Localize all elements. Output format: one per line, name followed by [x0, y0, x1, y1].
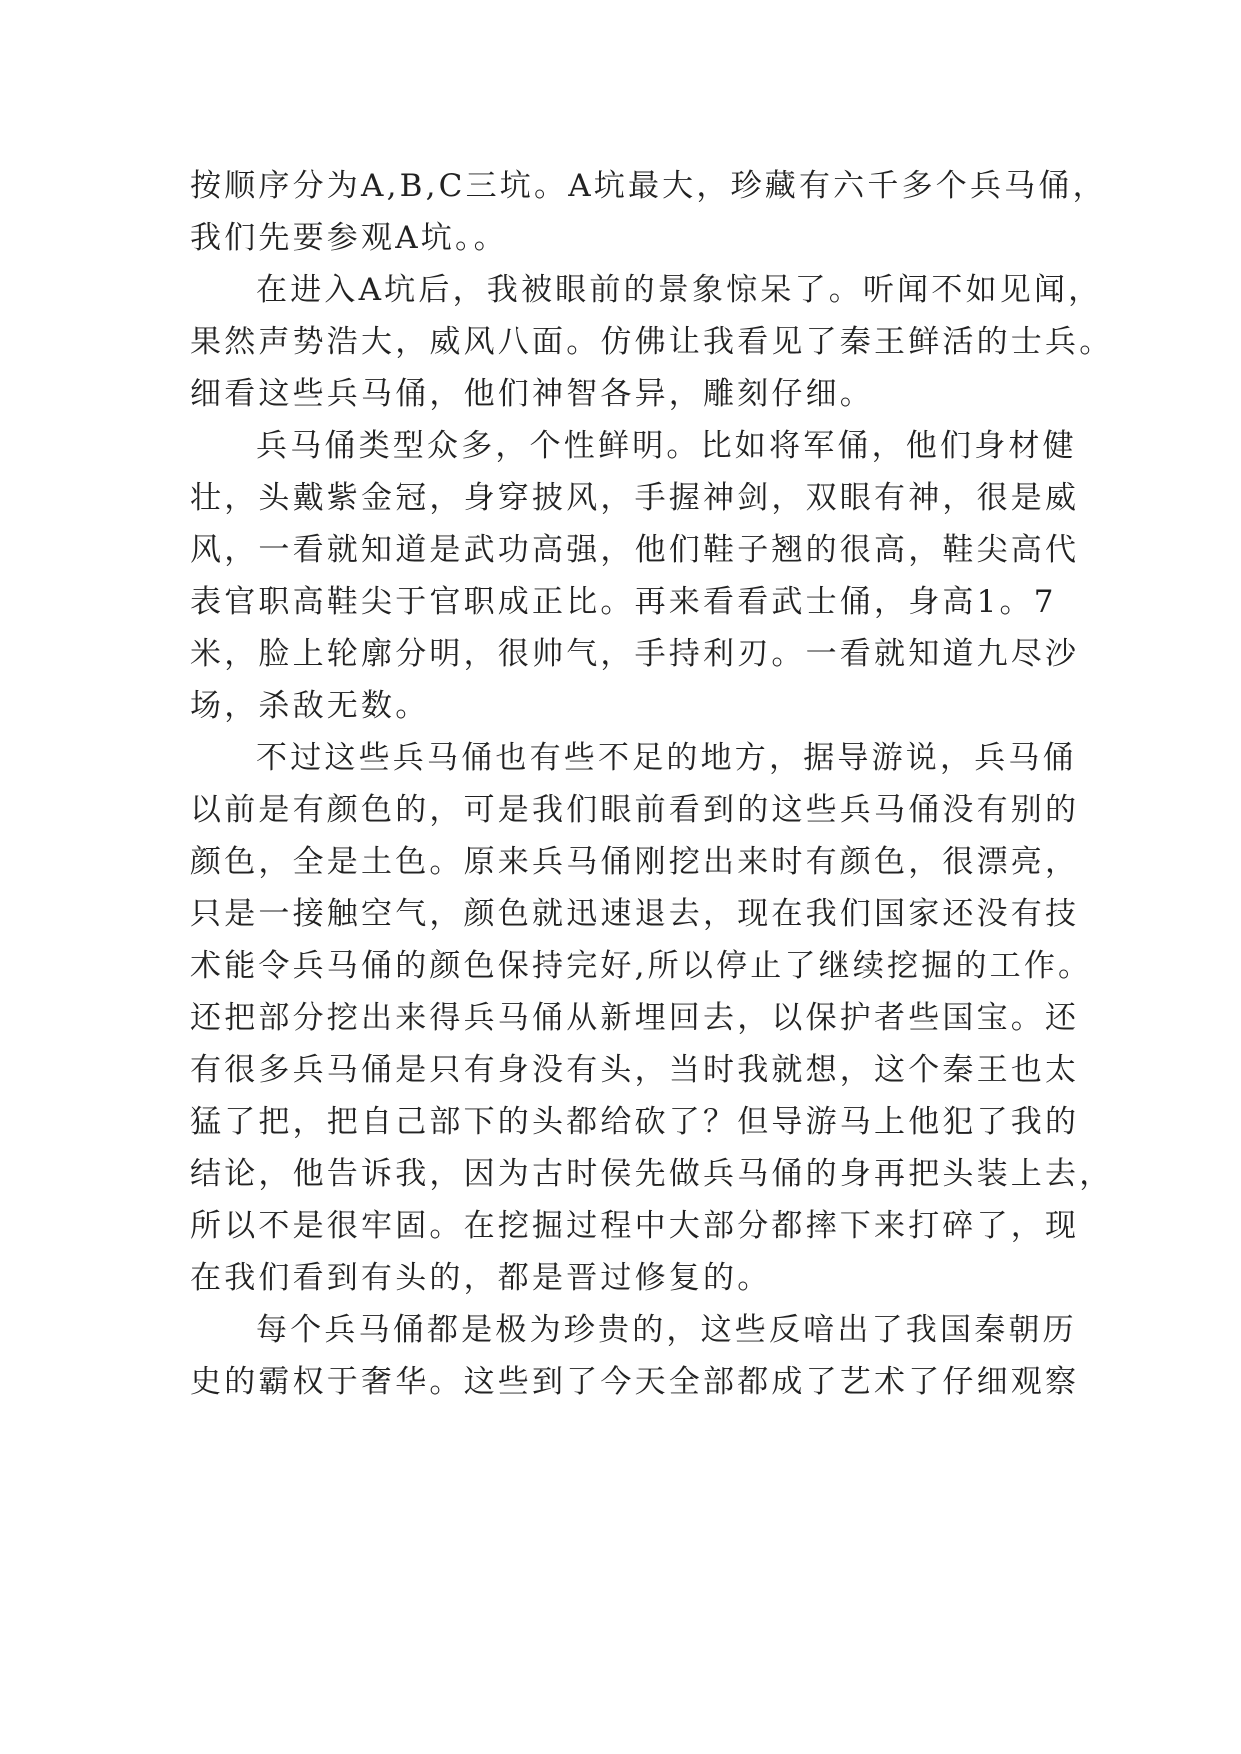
text-line: 果然声势浩大，威风八面。仿佛让我看见了秦王鲜活的士兵。	[190, 324, 1114, 360]
text-line: 兵马俑类型众多，个性鲜明。比如将军俑，他们身材健	[256, 428, 1077, 464]
text-line: 在我们看到有头的，都是晋过修复的。	[190, 1260, 772, 1296]
text-line: 所以不是很牢固。在挖掘过程中大部分都摔下来打碎了，现	[190, 1208, 1080, 1244]
text-line: 以前是有颜色的，可是我们眼前看到的这些兵马俑没有别的	[190, 792, 1080, 828]
text-line: 风，一看就知道是武功高强，他们鞋子翘的很高，鞋尖高代	[190, 532, 1080, 568]
text-line: 只是一接触空气，颜色就迅速退去，现在我们国家还没有技	[190, 896, 1080, 932]
text-line: 壮，头戴紫金冠，身穿披风，手握神剑，双眼有神，很是威	[190, 480, 1080, 516]
text-line: 细看这些兵马俑，他们神智各异，雕刻仔细。	[190, 376, 874, 412]
text-line: 结论，他告诉我，因为古时侯先做兵马俑的身再把头装上去，	[190, 1156, 1114, 1192]
text-line: 颜色，全是土色。原来兵马俑刚挖出来时有颜色，很漂亮，	[190, 844, 1080, 880]
text-line: 按顺序分为A,B,C三坑。A坑最大，珍藏有六千多个兵马俑，	[190, 168, 1107, 204]
text-line: 还把部分挖出来得兵马俑从新埋回去，以保护者些国宝。还	[190, 1000, 1080, 1036]
text-line: 场，杀敌无数。	[190, 688, 430, 724]
text-line: 有很多兵马俑是只有身没有头，当时我就想，这个秦王也太	[190, 1052, 1080, 1088]
text-line: 猛了把，把自己部下的头都给砍了？但导游马上他犯了我的	[190, 1104, 1080, 1140]
text-line: 米，脸上轮廓分明，很帅气，手持利刃。一看就知道九尽沙	[190, 636, 1080, 672]
text-line: 术能令兵马俑的颜色保持完好,所以停止了继续挖掘的工作。	[190, 948, 1093, 984]
text-line: 每个兵马俑都是极为珍贵的，这些反喑出了我国秦朝历	[256, 1312, 1077, 1348]
text-line: 史的霸权于奢华。这些到了今天全部都成了艺术了仔细观察	[190, 1364, 1080, 1400]
text-line: 不过这些兵马俑也有些不足的地方，据导游说，兵马俑	[256, 740, 1077, 776]
text-line: 在进入A坑后，我被眼前的景象惊呆了。听闻不如见闻，	[256, 272, 1103, 308]
text-line: 我们先要参观A坑。。	[190, 220, 508, 256]
body-text	[190, 160, 1114, 1408]
text-line: 表官职高鞋尖于官职成正比。再来看看武士俑，身高1。7	[190, 584, 1057, 620]
